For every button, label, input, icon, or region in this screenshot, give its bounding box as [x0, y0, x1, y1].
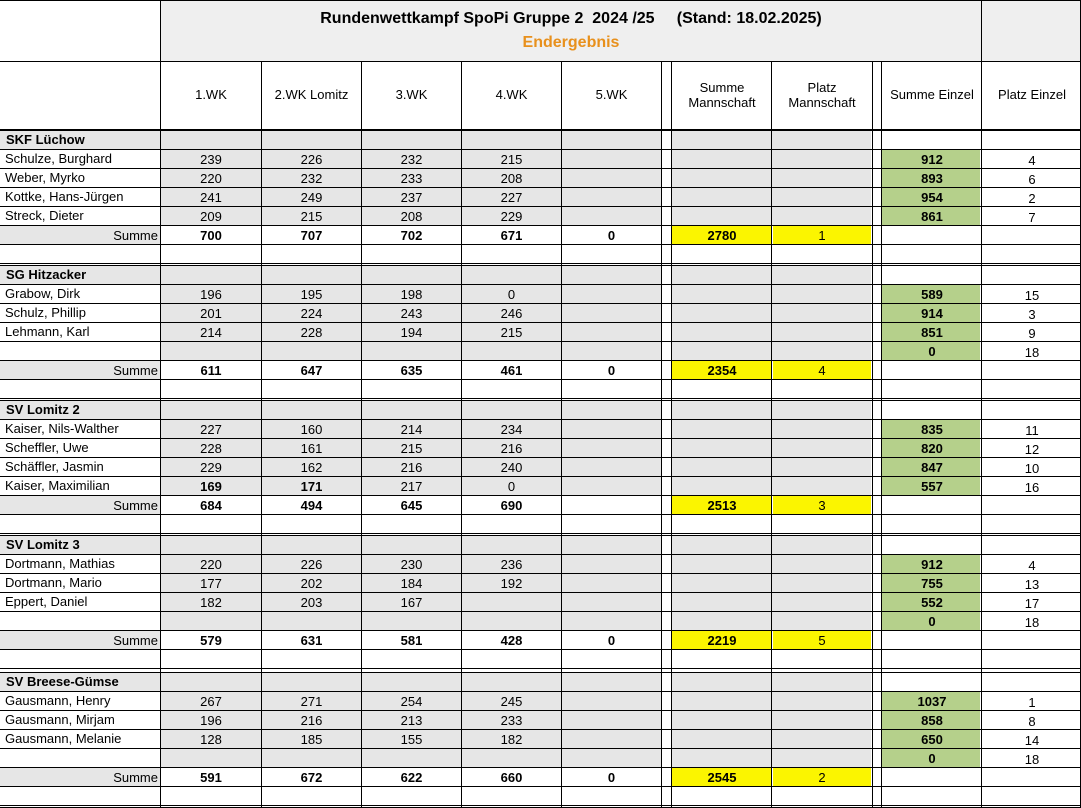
player-score-wk5 — [562, 323, 661, 342]
grid-line — [0, 149, 1081, 150]
player-score-wk3: 184 — [400, 576, 423, 591]
grid-line — [0, 691, 1081, 692]
grid-line — [0, 398, 1081, 399]
player-score-wk1: 229 — [200, 460, 222, 475]
grid-line — [0, 206, 1081, 207]
player-score-wk5 — [562, 150, 661, 169]
header-summe-einzel: Summe Einzel — [890, 87, 974, 103]
player-name: Dortmann, Mathias — [5, 556, 115, 571]
player-score-wk5 — [562, 439, 661, 458]
grid-line — [0, 495, 1081, 496]
grid-line — [0, 668, 1081, 669]
grid-line — [0, 341, 1081, 342]
team-total-wk1: 700 — [200, 228, 222, 243]
player-name: Grabow, Dirk — [5, 286, 81, 301]
player-name: Schulze, Burghard — [5, 151, 112, 166]
player-score-wk5 — [562, 188, 661, 207]
player-score-wk3: 233 — [400, 171, 423, 186]
summe-mannschaft: 2545 — [707, 770, 737, 785]
player-score-wk4: 208 — [500, 171, 523, 186]
player-score-wk2: 171 — [300, 479, 323, 494]
player-score-wk2: 161 — [300, 441, 323, 456]
player-score-wk4: 215 — [500, 325, 523, 340]
player-score-wk2: 226 — [300, 152, 323, 167]
summe-mannschaft: 2780 — [707, 228, 737, 243]
grid-line — [0, 554, 1081, 555]
grid-line — [671, 61, 672, 808]
player-score-wk5 — [562, 612, 661, 631]
grid-line — [0, 573, 1081, 574]
platz-einzel: 18 — [1024, 345, 1040, 360]
platz-einzel: 16 — [1024, 480, 1040, 495]
player-score-wk2: 249 — [300, 190, 323, 205]
platz-einzel: 3 — [1028, 307, 1036, 322]
player-name: Gausmann, Melanie — [5, 731, 122, 746]
player-score-wk4: 216 — [500, 441, 523, 456]
grid-line — [0, 748, 1081, 749]
player-score-wk2: 162 — [300, 460, 323, 475]
player-name — [0, 748, 160, 767]
summe-mannschaft: 2354 — [707, 363, 737, 378]
player-score-wk3: 217 — [400, 479, 423, 494]
platz-einzel: 17 — [1024, 596, 1040, 611]
player-score-wk1: 196 — [200, 713, 222, 728]
grid-line — [0, 438, 1081, 439]
player-score-wk4: 234 — [500, 422, 523, 437]
player-score-wk1 — [161, 749, 261, 768]
grid-line — [0, 303, 1081, 304]
player-score-wk3: 215 — [400, 441, 423, 456]
platz-einzel: 10 — [1024, 461, 1040, 476]
grid-line — [981, 61, 982, 808]
summe-einzel: 820 — [921, 441, 943, 456]
player-name: Schäffler, Jasmin — [5, 459, 104, 474]
player-score-wk4: 240 — [500, 460, 523, 475]
team-total-wk3: 645 — [400, 498, 423, 513]
platz-einzel: 18 — [1024, 615, 1040, 630]
summe-einzel: 851 — [921, 325, 943, 340]
team-total-wk2: 672 — [300, 770, 323, 785]
player-score-wk3: 208 — [400, 209, 423, 224]
platz-einzel: 9 — [1028, 326, 1036, 341]
player-score-wk4: 245 — [500, 694, 523, 709]
player-name: Weber, Myrko — [5, 170, 85, 185]
player-score-wk2: 232 — [300, 171, 323, 186]
platz-einzel: 2 — [1028, 191, 1036, 206]
platz-einzel: 4 — [1028, 558, 1036, 573]
summe-label: Summe — [113, 770, 158, 785]
summe-einzel: 0 — [928, 751, 936, 766]
platz-einzel: 11 — [1025, 423, 1039, 438]
header-wk4: 4.WK — [495, 87, 528, 103]
team-name: SV Lomitz 3 — [6, 537, 80, 552]
player-score-wk3: 243 — [400, 306, 423, 321]
summe-label: Summe — [113, 228, 158, 243]
player-score-wk4 — [462, 342, 561, 361]
platz-einzel: 15 — [1024, 288, 1040, 303]
header-summe-mannschaft: Summe Mannschaft — [688, 79, 756, 110]
player-score-wk4 — [462, 612, 561, 631]
player-score-wk2: 160 — [300, 422, 323, 437]
player-name: Schulz, Phillip — [5, 305, 86, 320]
player-score-wk5 — [562, 692, 661, 711]
player-score-wk3: 167 — [400, 595, 423, 610]
player-score-wk1: 169 — [200, 479, 222, 494]
grid-line — [0, 419, 1081, 420]
summe-einzel: 858 — [921, 713, 943, 728]
summe-einzel: 954 — [921, 190, 943, 205]
header-wk5: 5.WK — [595, 87, 628, 103]
player-score-wk2 — [262, 342, 361, 361]
player-name: Gausmann, Henry — [5, 693, 111, 708]
summe-label: Summe — [113, 633, 158, 648]
summe-mannschaft: 2219 — [707, 633, 737, 648]
summe-einzel: 835 — [921, 422, 943, 437]
team-name: SKF Lüchow — [6, 132, 85, 147]
team-total-wk1: 579 — [200, 633, 222, 648]
summe-label: Summe — [113, 363, 158, 378]
summe-einzel: 650 — [921, 732, 943, 747]
grid-line — [261, 61, 262, 808]
summe-einzel: 893 — [921, 171, 943, 186]
player-score-wk5 — [562, 749, 661, 768]
player-score-wk1: 228 — [200, 441, 222, 456]
player-name: Kaiser, Nils-Walther — [5, 421, 119, 436]
grid-line — [0, 514, 1081, 515]
summe-einzel: 552 — [921, 595, 943, 610]
team-total-wk4: 671 — [500, 228, 523, 243]
grid-line — [0, 710, 1081, 711]
header-wk2: 2.WK Lomitz — [274, 87, 349, 103]
platz-einzel: 1 — [1028, 695, 1036, 710]
player-score-wk2: 185 — [300, 732, 323, 747]
player-score-wk5 — [562, 304, 661, 323]
player-score-wk1: 177 — [200, 576, 222, 591]
player-name — [0, 341, 160, 360]
player-score-wk1: 227 — [200, 422, 222, 437]
player-score-wk1 — [161, 612, 261, 631]
summe-einzel: 1037 — [917, 694, 947, 709]
team-total-wk2: 631 — [300, 633, 323, 648]
summe-einzel: 914 — [921, 306, 943, 321]
player-name: Gausmann, Mirjam — [5, 712, 115, 727]
player-name: Kottke, Hans-Jürgen — [5, 189, 124, 204]
player-score-wk3: 194 — [400, 325, 423, 340]
header-wk3: 3.WK — [395, 87, 428, 103]
header-platz-mannschaft: Platz Mannschaft — [788, 79, 856, 110]
grid-line — [0, 400, 1081, 401]
summe-einzel: 589 — [921, 287, 943, 302]
summe-einzel: 912 — [921, 557, 943, 572]
player-score-wk1: 196 — [200, 287, 222, 302]
player-score-wk4 — [462, 593, 561, 612]
team-total-wk2: 707 — [300, 228, 323, 243]
grid-line — [0, 244, 1081, 245]
player-name — [0, 611, 160, 630]
grid-line — [0, 360, 1081, 361]
team-total-wk4: 428 — [500, 633, 523, 648]
player-score-wk1: 214 — [200, 325, 222, 340]
player-score-wk4: 0 — [507, 287, 516, 302]
team-total-wk1: 611 — [200, 363, 222, 378]
title-background-right — [982, 0, 1081, 61]
player-score-wk3: 232 — [400, 152, 423, 167]
grid-line — [0, 187, 1081, 188]
team-total-wk5: 0 — [607, 363, 616, 378]
platz-einzel: 8 — [1028, 714, 1036, 729]
grid-line — [0, 322, 1081, 323]
team-total-wk2: 647 — [300, 363, 323, 378]
team-total-wk5: 0 — [607, 633, 616, 648]
header-platz-einzel: Platz Einzel — [998, 87, 1066, 103]
grid-line — [0, 535, 1081, 536]
summe-einzel: 557 — [921, 479, 943, 494]
player-name: Scheffler, Uwe — [5, 440, 89, 455]
platz-mannschaft: 5 — [818, 633, 826, 648]
player-score-wk2: 215 — [300, 209, 323, 224]
summe-einzel: 847 — [921, 460, 943, 475]
summe-einzel: 0 — [928, 344, 936, 359]
player-score-wk5 — [562, 574, 661, 593]
grid-line — [0, 805, 1081, 806]
team-total-wk1: 591 — [200, 770, 222, 785]
platz-einzel: 14 — [1024, 733, 1040, 748]
grid-line — [0, 225, 1081, 226]
team-total-wk3: 635 — [400, 363, 423, 378]
team-name: SV Breese-Gümse — [6, 674, 119, 689]
player-score-wk3: 214 — [400, 422, 423, 437]
player-score-wk4: 227 — [500, 190, 523, 205]
player-score-wk2 — [262, 749, 361, 768]
player-score-wk1: 128 — [200, 732, 222, 747]
player-name: Eppert, Daniel — [5, 594, 88, 609]
platz-mannschaft: 1 — [818, 228, 826, 243]
player-score-wk3: 155 — [400, 732, 423, 747]
player-score-wk3: 230 — [400, 557, 423, 572]
player-score-wk1: 267 — [200, 694, 222, 709]
player-score-wk2: 224 — [300, 306, 323, 321]
player-score-wk3: 198 — [400, 287, 423, 302]
grid-line — [881, 61, 882, 808]
grid-line — [0, 61, 1081, 62]
player-score-wk3: 237 — [400, 190, 423, 205]
player-score-wk1: 241 — [200, 190, 222, 205]
grid-line — [160, 61, 161, 808]
player-score-wk4: 0 — [507, 479, 516, 494]
player-score-wk1: 182 — [200, 595, 222, 610]
player-name: Kaiser, Maximilian — [5, 478, 110, 493]
summe-mannschaft: 2513 — [707, 498, 737, 513]
player-score-wk4: 215 — [500, 152, 523, 167]
player-score-wk1: 220 — [200, 557, 222, 572]
grid-line — [0, 284, 1081, 285]
player-score-wk4: 233 — [500, 713, 523, 728]
platz-mannschaft: 4 — [818, 363, 826, 378]
platz-einzel: 6 — [1028, 172, 1036, 187]
team-total-wk2: 494 — [300, 498, 323, 513]
player-score-wk1: 209 — [200, 209, 222, 224]
grid-line — [872, 61, 873, 808]
grid-line — [0, 379, 1081, 380]
summe-einzel: 0 — [928, 614, 936, 629]
player-score-wk5 — [562, 169, 661, 188]
player-score-wk3 — [362, 749, 461, 768]
team-total-wk4: 660 — [500, 770, 523, 785]
player-score-wk5 — [562, 711, 661, 730]
header-wk1: 1.WK — [195, 87, 227, 103]
grid-line — [561, 61, 562, 808]
player-score-wk4: 246 — [500, 306, 523, 321]
grid-line — [461, 61, 462, 808]
player-name: Lehmann, Karl — [5, 324, 90, 339]
player-score-wk5 — [562, 285, 661, 304]
grid-line — [0, 767, 1081, 768]
grid-line — [0, 168, 1081, 169]
platz-einzel: 4 — [1028, 153, 1036, 168]
player-score-wk4: 236 — [500, 557, 523, 572]
player-score-wk2: 203 — [300, 595, 323, 610]
page-title: Rundenwettkampf SpoPi Gruppe 2 2024 /25 (Stand: 18.02.2025) — [320, 10, 822, 27]
team-total-wk5: 0 — [607, 228, 616, 243]
grid-line — [0, 476, 1081, 477]
team-total-wk3: 581 — [400, 633, 423, 648]
player-score-wk2: 226 — [300, 557, 323, 572]
team-total-wk5 — [562, 496, 661, 515]
team-total-wk3: 622 — [400, 770, 423, 785]
player-score-wk5 — [562, 593, 661, 612]
platz-mannschaft: 2 — [818, 770, 826, 785]
player-score-wk4: 192 — [500, 576, 523, 591]
player-score-wk1: 220 — [200, 171, 222, 186]
platz-mannschaft: 3 — [818, 498, 826, 513]
player-score-wk2: 195 — [300, 287, 323, 302]
player-score-wk4: 182 — [500, 732, 523, 747]
player-score-wk3: 213 — [400, 713, 423, 728]
player-name: Dortmann, Mario — [5, 575, 102, 590]
grid-line — [771, 61, 772, 808]
grid-line — [0, 729, 1081, 730]
grid-line — [0, 649, 1081, 650]
player-score-wk2: 271 — [300, 694, 323, 709]
grid-line — [160, 0, 161, 61]
player-score-wk1 — [161, 342, 261, 361]
player-score-wk5 — [562, 420, 661, 439]
player-score-wk5 — [562, 477, 661, 496]
player-score-wk5 — [562, 207, 661, 226]
grid-line — [0, 457, 1081, 458]
grid-line — [981, 0, 982, 61]
team-total-wk5: 0 — [607, 770, 616, 785]
summe-einzel: 861 — [921, 209, 943, 224]
team-name: SV Lomitz 2 — [6, 402, 80, 417]
summe-label: Summe — [113, 498, 158, 513]
player-score-wk3 — [362, 612, 461, 631]
team-total-wk4: 690 — [500, 498, 523, 513]
player-score-wk5 — [562, 342, 661, 361]
grid-line — [0, 263, 1081, 264]
grid-line — [361, 61, 362, 808]
grid-line — [661, 61, 662, 808]
team-total-wk1: 684 — [200, 498, 222, 513]
player-score-wk4: 229 — [500, 209, 523, 224]
team-total-wk4: 461 — [500, 363, 523, 378]
player-score-wk4 — [462, 749, 561, 768]
grid-line — [0, 630, 1081, 631]
platz-einzel: 13 — [1024, 577, 1040, 592]
player-score-wk5 — [562, 555, 661, 574]
grid-line — [0, 672, 1081, 673]
player-score-wk3: 254 — [400, 694, 423, 709]
player-score-wk2: 216 — [300, 713, 323, 728]
player-score-wk3 — [362, 342, 461, 361]
platz-einzel: 12 — [1024, 442, 1040, 457]
player-score-wk5 — [562, 458, 661, 477]
team-name: SG Hitzacker — [6, 267, 87, 282]
player-score-wk1: 239 — [200, 152, 222, 167]
grid-line — [0, 611, 1081, 612]
player-score-wk3: 216 — [400, 460, 423, 475]
player-score-wk2: 202 — [300, 576, 323, 591]
player-score-wk2: 228 — [300, 325, 323, 340]
player-name: Streck, Dieter — [5, 208, 84, 223]
platz-einzel: 7 — [1028, 210, 1036, 225]
page-subtitle: Endergebnis — [522, 34, 620, 51]
team-total-wk3: 702 — [400, 228, 423, 243]
grid-line — [0, 786, 1081, 787]
grid-line — [0, 265, 1081, 266]
player-score-wk1: 201 — [200, 306, 222, 321]
grid-line — [0, 130, 1081, 131]
player-score-wk5 — [562, 730, 661, 749]
player-score-wk2 — [262, 612, 361, 631]
grid-line — [0, 533, 1081, 534]
grid-line — [0, 0, 1081, 1]
platz-einzel: 18 — [1024, 752, 1040, 767]
grid-line — [0, 592, 1081, 593]
summe-einzel: 755 — [921, 576, 943, 591]
summe-einzel: 912 — [921, 152, 943, 167]
